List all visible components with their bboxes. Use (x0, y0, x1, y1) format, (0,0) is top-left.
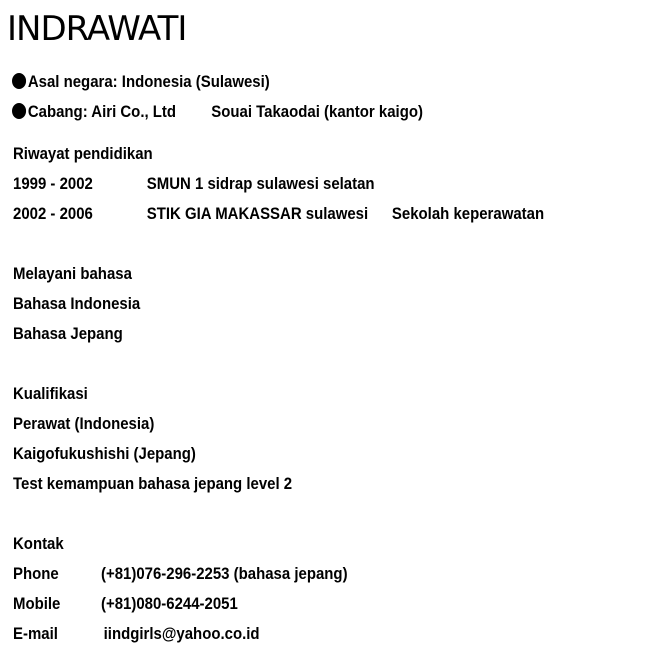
language-item: Bahasa Indonesia (13, 294, 141, 313)
phone-value: (+81)076-296-2253 (bahasa jepang) (101, 564, 348, 583)
workplace-text: Souai Takaodai (kantor kaigo) (211, 102, 423, 121)
branch-text: Cabang: Airi Co., Ltd (27, 102, 177, 121)
qualifications-heading: Kualifikasi (13, 384, 88, 403)
contact-heading: Kontak (13, 534, 64, 553)
contact-label: E-mail (13, 624, 58, 643)
branch-row (12, 101, 423, 123)
origin-text: Asal negara: Indonesia (Sulawesi) (27, 72, 270, 91)
contact-phone-row (13, 563, 348, 585)
education-school: STIK GIA MAKASSAR sulawesi (146, 204, 369, 223)
languages-heading: Melayani bahasa (13, 264, 132, 283)
education-heading: Riwayat pendidikan (13, 144, 153, 163)
contact-mobile-row (13, 593, 238, 615)
bullet-icon (12, 73, 26, 89)
education-note: Sekolah keperawatan (391, 204, 545, 223)
bullet-icon (12, 103, 26, 119)
qualification-item: Kaigofukushishi (Jepang) (13, 444, 196, 463)
email-value: iindgirls@yahoo.co.id (103, 624, 260, 643)
contact-label: Mobile (13, 594, 61, 613)
qualification-item: Perawat (Indonesia) (13, 414, 155, 433)
language-item: Bahasa Jepang (13, 324, 123, 343)
qualification-item: Test kemampuan bahasa jepang level 2 (13, 474, 293, 493)
education-years: 1999 - 2002 (13, 174, 93, 193)
education-school: SMUN 1 sidrap sulawesi selatan (146, 174, 375, 193)
mobile-value: (+81)080-6244-2051 (101, 594, 238, 613)
education-row (13, 203, 544, 225)
education-years: 2002 - 2006 (13, 204, 93, 223)
contact-email-row (13, 623, 260, 645)
profile-name: INDRAWATI (7, 9, 187, 49)
contact-label: Phone (13, 564, 59, 583)
education-row (13, 173, 375, 195)
origin-row (12, 71, 270, 93)
